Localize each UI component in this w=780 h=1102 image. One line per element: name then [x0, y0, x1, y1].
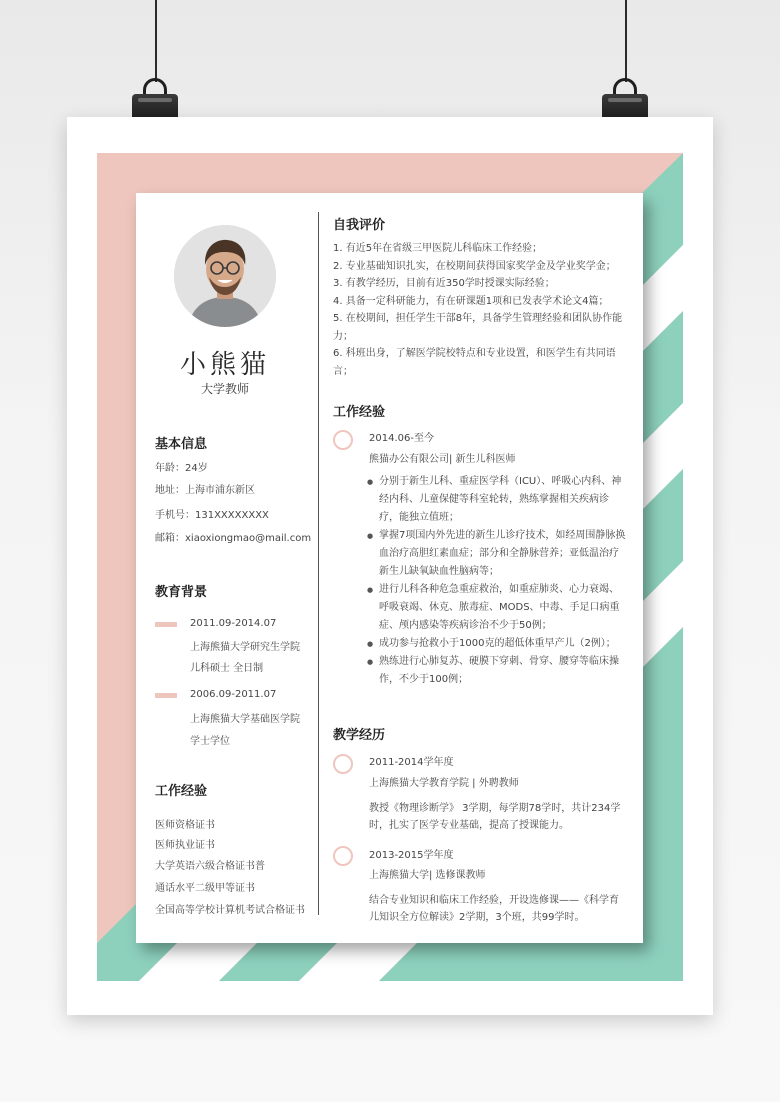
teaching-heading: 教学经历 — [333, 728, 386, 743]
certificate-item: 大学英语六级合格证书普 — [155, 861, 265, 872]
work-company: 熊猫办公有限公司| 新生儿科医师 — [369, 454, 516, 465]
self-evaluation-line: 5. 在校期间，担任学生干部8年，具备学生管理经验和团队协作能 — [333, 313, 623, 324]
teaching-desc: 时，扎实了医学专业基础，提高了授课能力。 — [369, 820, 569, 831]
timeline-circle-icon — [333, 846, 353, 866]
work-duty-item: ● 掌握7项国内外先进的新生儿诊疗技术，如经周围静脉换血治疗高胆红素血症；部分和全静脉营养；亚低温治疗新生儿缺氧缺血性脑病等； — [369, 527, 627, 581]
timeline-circle-icon — [333, 754, 353, 774]
self-evaluation-line: 4. 具备一定科研能力，有在研课题1项和已发表学术论文4篇； — [333, 295, 609, 307]
hanging-wire-left — [155, 0, 157, 82]
self-evaluation-line: 言； — [333, 365, 353, 377]
self-evaluation-heading: 自我评价 — [333, 218, 386, 233]
education-marker — [155, 693, 177, 698]
certificate-item: 医师执业证书 — [155, 840, 215, 851]
education-degree: 学士学位 — [190, 736, 230, 747]
certificate-item: 医师资格证书 — [155, 820, 215, 831]
education-heading: 教育背景 — [155, 585, 208, 600]
timeline-circle-icon — [333, 430, 353, 450]
teaching-org: 上海熊猫大学教育学院 | 外聘教师 — [369, 778, 519, 789]
basic-age: 年龄：24岁 — [155, 463, 208, 474]
teaching-date: 2013-2015学年度 — [369, 850, 454, 861]
education-marker — [155, 622, 177, 627]
person-title: 大学教师 — [200, 382, 249, 396]
work-date: 2014.06-至今 — [369, 433, 434, 444]
self-evaluation-line: 2. 专业基础知识扎实，在校期间获得国家奖学金及学业奖学金； — [333, 260, 616, 272]
education-school: 上海熊猫大学研究生学院 — [190, 642, 300, 653]
self-evaluation-list — [333, 240, 633, 380]
self-evaluation-line: 6. 科班出身，了解医学院校特点和专业设置，和医学生有共同语 — [333, 348, 616, 359]
teaching-desc: 结合专业知识和临床工作经验，开设选修课——《科学育 — [369, 895, 619, 906]
basic-phone: 手机号：131XXXXXXXX — [155, 510, 269, 521]
education-degree: 儿科硕士 全日制 — [190, 663, 264, 674]
teaching-date: 2011-2014学年度 — [369, 757, 454, 768]
basic-address: 地址：上海市浦东新区 — [155, 485, 255, 496]
avatar — [174, 225, 276, 327]
education-date: 2006.09-2011.07 — [190, 689, 277, 700]
work-duty-item: ● 进行儿科各种危急重症救治，如重症肺炎、心力衰竭、呼吸衰竭、休克、脓毒症、MODS、中毒、手足口病重症、颅内感染等疾病诊治不少于50例； — [369, 581, 627, 635]
certificates-heading: 工作经验 — [155, 784, 208, 799]
certificate-item: 全国高等学校计算机考试合格证书 — [155, 905, 305, 916]
work-duties-list — [369, 473, 627, 689]
work-experience-heading: 工作经验 — [333, 405, 386, 420]
basic-info-heading: 基本信息 — [155, 437, 208, 452]
certificate-item: 通话水平二级甲等证书 — [155, 883, 255, 894]
work-duty-item: ● 成功参与抢救小于1000克的超低体重早产儿（2例）； — [369, 635, 627, 653]
person-photo-icon — [174, 225, 276, 327]
education-date: 2011.09-2014.07 — [190, 618, 277, 629]
teaching-desc: 教授《物理诊断学》 3学期，每学期78学时，共计234学 — [369, 803, 621, 814]
teaching-desc: 儿知识全方位解读》2学期，3个班，共99学时。 — [369, 912, 585, 923]
person-name: 小熊猫 — [179, 350, 270, 380]
self-evaluation-line: 3. 有教学经历，目前有近350学时授课实际经验； — [333, 278, 555, 289]
column-divider — [318, 212, 319, 915]
teaching-org: 上海熊猫大学| 选修课教师 — [369, 870, 486, 881]
education-school: 上海熊猫大学基础医学院 — [190, 714, 300, 725]
self-evaluation-line: 力； — [333, 330, 353, 342]
work-duty-item: ● 熟练进行心肺复苏、硬膜下穿刺、骨穿、腰穿等临床操作，不少于100例； — [369, 653, 627, 689]
basic-email: 邮箱：xiaoxiongmao@mail.com — [155, 533, 312, 544]
work-duty-item: ● 分别于新生儿科、重症医学科（ICU）、呼吸心内科、神经内科、儿童保健等科室轮转，熟练掌握相关疾病诊疗，能独立值班； — [369, 473, 627, 527]
hanging-wire-right — [625, 0, 627, 82]
self-evaluation-line: 1. 有近5年在省级三甲医院儿科临床工作经验； — [333, 243, 543, 254]
